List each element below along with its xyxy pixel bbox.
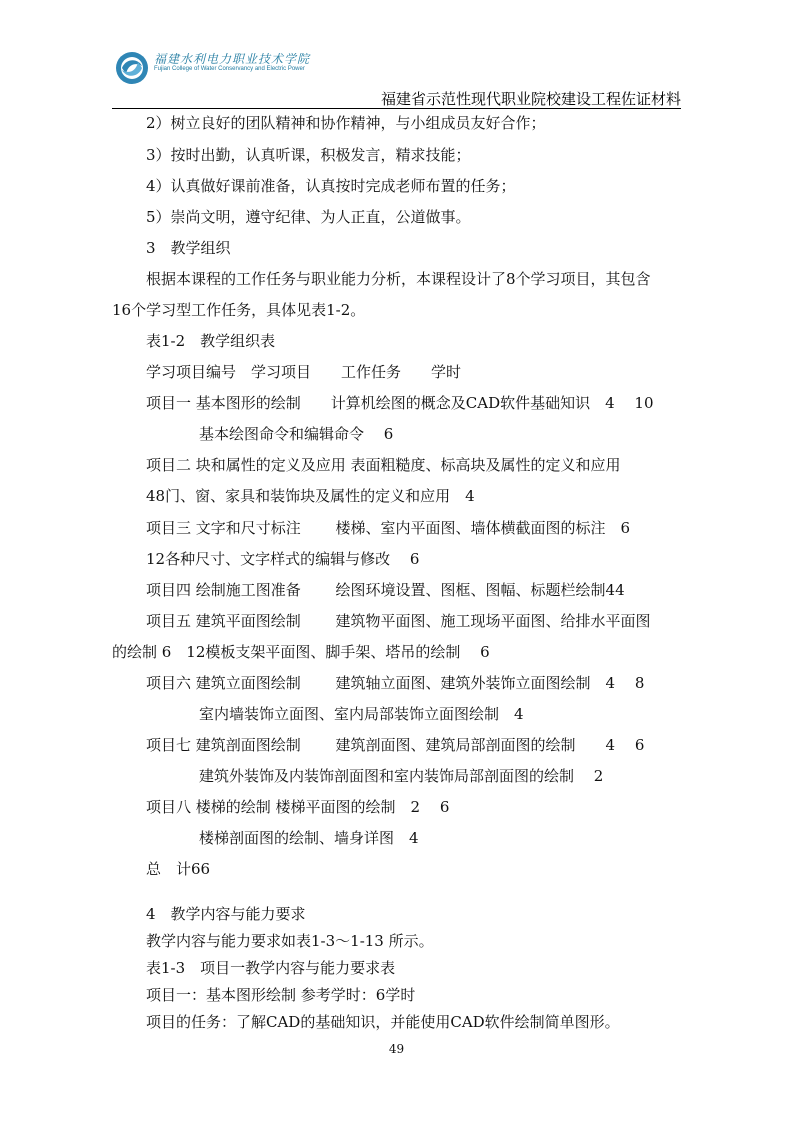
table-row: 建筑外装饰及内装饰剖面图和室内装饰局部剖面图的绘制 2	[199, 767, 604, 785]
table-row: 室内墙装饰立面图、室内局部装饰立面图绘制 4	[199, 705, 524, 723]
table-row: 项目一 基本图形的绘制 计算机绘图的概念及CAD软件基础知识 4 10	[146, 394, 654, 412]
table-row: 项目五 建筑平面图绘制 建筑物平面图、施工现场平面图、给排水平面图	[146, 612, 651, 630]
text-line: 16个学习型工作任务，具体见表1-2。	[112, 301, 366, 319]
text-line: 项目一：基本图形绘制 参考学时：6学时	[146, 986, 416, 1004]
text-line: 2）树立良好的团队精神和协作精神，与小组成员友好合作；	[146, 114, 546, 132]
text-line: 教学内容与能力要求如表1-3～1-13 所示。	[146, 932, 434, 950]
table-caption: 表1-3 项目一教学内容与能力要求表	[146, 959, 396, 977]
header-divider	[112, 108, 681, 109]
table-row: 项目七 建筑剖面图绘制 建筑剖面图、建筑局部剖面图的绘制 4 6	[146, 736, 645, 754]
logo-english-name: Fujian College of Water Conservancy and Electric Power	[154, 66, 305, 72]
text-line: 5）崇尚文明，遵守纪律、为人正直，公道做事。	[146, 208, 471, 226]
logo-chinese-name: 福建水利电力职业技术学院	[154, 52, 311, 66]
text-line: 4）认真做好课前准备，认真按时完成老师布置的任务；	[146, 177, 516, 195]
text-line: 3）按时出勤，认真听课，积极发言，精求技能；	[146, 146, 471, 164]
header-title: 福建省示范性现代职业院校建设工程佐证材料	[380, 91, 681, 108]
table-total: 总 计66	[146, 860, 211, 878]
table-row: 的绘制 6 12模板支架平面图、脚手架、塔吊的绘制 6	[112, 643, 490, 661]
table-row: 项目二 块和属性的定义及应用 表面粗糙度、标高块及属性的定义和应用	[146, 456, 621, 474]
table-row: 12各种尺寸、文字样式的编辑与修改 6	[146, 550, 420, 568]
table-row: 基本绘图命令和编辑命令 6	[199, 425, 394, 443]
table-row: 项目八 楼梯的绘制 楼梯平面图的绘制 2 6	[146, 798, 450, 816]
text-line: 根据本课程的工作任务与职业能力分析，本课程设计了8个学习项目，其包含	[146, 270, 651, 288]
section-heading: 4 教学内容与能力要求	[146, 905, 306, 923]
table-caption: 表1-2 教学组织表	[146, 332, 276, 350]
table-row: 楼梯剖面图的绘制、墙身详图 4	[199, 829, 419, 847]
table-header: 学习项目编号 学习项目 工作任务 学时	[146, 363, 462, 381]
table-row: 项目四 绘制施工图准备 绘图环境设置、图框、图幅、标题栏绘制44	[146, 581, 625, 599]
page-number: 49	[388, 1042, 405, 1056]
section-heading: 3 教学组织	[146, 239, 231, 257]
table-row: 48门、窗、家具和装饰块及属性的定义和应用 4	[146, 487, 475, 505]
table-row: 项目六 建筑立面图绘制 建筑轴立面图、建筑外装饰立面图绘制 4 8	[146, 674, 645, 692]
table-row: 项目三 文字和尺寸标注 楼梯、室内平面图、墙体横截面图的标注 6	[146, 519, 631, 537]
text-line: 项目的任务：了解CAD的基础知识，并能使用CAD软件绘制简单图形。	[146, 1013, 620, 1031]
